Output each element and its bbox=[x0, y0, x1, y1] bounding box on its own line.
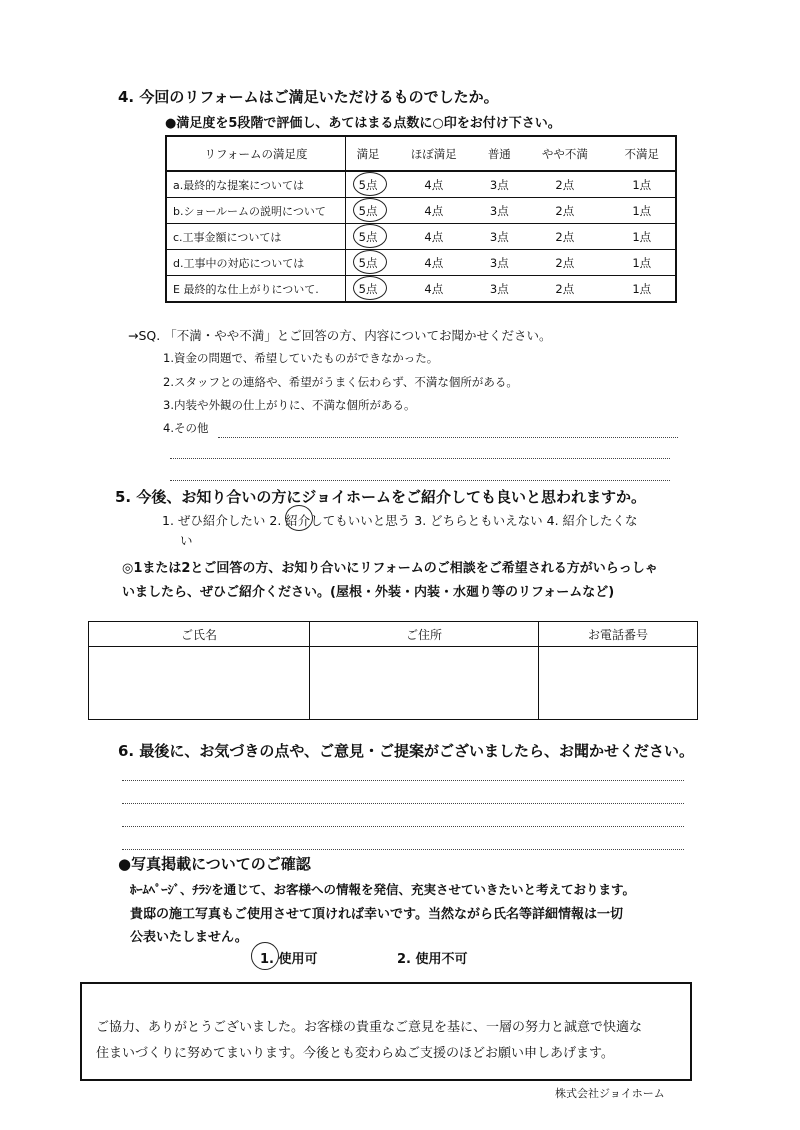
col-header-2: やや不満 bbox=[521, 136, 608, 171]
sq-other-line[interactable] bbox=[170, 480, 670, 481]
table-row bbox=[166, 224, 676, 250]
referral-table bbox=[88, 621, 698, 720]
photo-line-3: 公表いたしません。 bbox=[130, 930, 248, 945]
q4-instruction: ●満足度を5段階で評価し、あてはまる点数に○印をお付け下さい。 bbox=[165, 116, 561, 131]
col-header-phone: お電話番号 bbox=[539, 622, 698, 647]
row-label: c.工事金額については bbox=[166, 224, 346, 250]
score-cell[interactable]: 3点 bbox=[477, 171, 521, 198]
score-cell[interactable]: 3点 bbox=[477, 224, 521, 250]
photo-line-1: ﾎｰﾑﾍﾟｰｼﾞ、ﾁﾗｼを通じて、お客様への情報を発信、充実させていきたいと考えております。 bbox=[130, 882, 636, 897]
q6-answer-line[interactable] bbox=[122, 803, 684, 804]
q5-title: 5. 今後、お知り合いの方にジョイホームをご紹介しても良いと思われますか。 bbox=[115, 488, 647, 506]
selected-score[interactable]: 5点 bbox=[358, 177, 378, 192]
score-cell[interactable]: 3点 bbox=[477, 250, 521, 276]
score-cell[interactable]: 4点 bbox=[390, 276, 477, 303]
q5-options[interactable]: 1. ぜひ紹介したい 2. 紹介してもいいと思う 3. どちらともいえない 4. 紹介したくな bbox=[162, 513, 638, 528]
score-cell[interactable]: 2点 bbox=[521, 276, 608, 303]
row-label: b.ショールームの説明について bbox=[166, 198, 346, 224]
score-cell[interactable]: 3点 bbox=[477, 198, 521, 224]
photo-option-allow[interactable]: 1. 使用可 bbox=[260, 952, 318, 967]
q5-note-1: ◎1または2とご回答の方、お知り合いにリフォームのご相談をご希望される方がいらっしゃ bbox=[122, 561, 658, 576]
closing-line-1: ご協力、ありがとうございました。お客様の貴重なご意見を基に、一層の努力と誠意で快適な bbox=[96, 1020, 643, 1035]
col-header-3: 普通 bbox=[477, 136, 521, 171]
table-row bbox=[166, 250, 676, 276]
closing-box bbox=[80, 982, 692, 1081]
satisfaction-table bbox=[165, 135, 677, 303]
col-header-item: リフォームの満足度 bbox=[166, 136, 346, 171]
score-cell[interactable]: 4点 bbox=[390, 224, 477, 250]
selected-option-ring bbox=[251, 942, 279, 970]
phone-field[interactable] bbox=[539, 647, 698, 720]
col-header-5: 満足 bbox=[346, 136, 391, 171]
selected-score[interactable]: 5点 bbox=[358, 255, 378, 270]
score-cell[interactable]: 1点 bbox=[609, 224, 676, 250]
score-cell[interactable]: 2点 bbox=[521, 250, 608, 276]
q4-title: 4. 今回のリフォームはご満足いただけるものでしたか。 bbox=[118, 88, 499, 106]
photo-line-2: 貴邸の施工写真もご使用させて頂ければ幸いです。当然ながら氏名等詳細情報は一切 bbox=[130, 907, 623, 922]
col-header-name: ご氏名 bbox=[89, 622, 310, 647]
score-cell[interactable]: 4点 bbox=[390, 198, 477, 224]
row-label: d.工事中の対応については bbox=[166, 250, 346, 276]
sq-other-line[interactable] bbox=[170, 458, 670, 459]
score-5-cell[interactable] bbox=[346, 224, 391, 250]
photo-title: ●写真掲載についてのご確認 bbox=[118, 855, 311, 873]
q6-answer-line[interactable] bbox=[122, 780, 684, 781]
sq-option-1[interactable]: 1.資金の問題で、希望していたものができなかった。 bbox=[163, 351, 439, 365]
sq-other-line[interactable] bbox=[218, 437, 678, 438]
score-cell[interactable]: 1点 bbox=[609, 250, 676, 276]
score-cell[interactable]: 4点 bbox=[390, 250, 477, 276]
sq-option-2[interactable]: 2.スタッフとの連絡や、希望がうまく伝わらず、不満な個所がある。 bbox=[163, 375, 518, 389]
col-header-address: ご住所 bbox=[310, 622, 539, 647]
q6-answer-line[interactable] bbox=[122, 826, 684, 827]
score-cell[interactable]: 4点 bbox=[390, 171, 477, 198]
selected-score[interactable]: 5点 bbox=[358, 229, 378, 244]
score-5-cell[interactable] bbox=[346, 276, 391, 303]
sq-title: →SQ. 「不満・やや不満」とご回答の方、内容についてお聞かせください。 bbox=[128, 328, 552, 343]
photo-option-deny[interactable]: 2. 使用不可 bbox=[397, 952, 468, 967]
col-header-4: ほぼ満足 bbox=[390, 136, 477, 171]
score-cell[interactable]: 1点 bbox=[609, 198, 676, 224]
address-field[interactable] bbox=[310, 647, 539, 720]
row-label: E 最終的な仕上がりについて. bbox=[166, 276, 346, 303]
selected-option-ring bbox=[285, 505, 313, 531]
score-5-cell[interactable] bbox=[346, 250, 391, 276]
score-5-cell[interactable] bbox=[346, 198, 391, 224]
score-cell[interactable]: 1点 bbox=[609, 171, 676, 198]
sq-option-3[interactable]: 3.内装や外観の仕上がりに、不満な個所がある。 bbox=[163, 398, 416, 412]
score-5-cell[interactable] bbox=[346, 171, 391, 198]
table-row bbox=[166, 198, 676, 224]
selected-score[interactable]: 5点 bbox=[358, 281, 378, 296]
score-cell[interactable]: 1点 bbox=[609, 276, 676, 303]
q6-answer-line[interactable] bbox=[122, 849, 684, 850]
sq-option-4[interactable]: 4.その他 bbox=[163, 421, 209, 435]
score-cell[interactable]: 2点 bbox=[521, 198, 608, 224]
q5-options-wrap: い bbox=[180, 533, 193, 548]
col-header-1: 不満足 bbox=[609, 136, 676, 171]
company-name: 株式会社ジョイホーム bbox=[555, 1087, 665, 1100]
row-label: a.最終的な提案については bbox=[166, 171, 346, 198]
q5-note-2: いましたら、ぜひご紹介ください。(屋根・外装・内装・水廻り等のリフォームなど) bbox=[122, 585, 615, 600]
name-field[interactable] bbox=[89, 647, 310, 720]
closing-line-2: 住まいづくりに努めてまいります。今後とも変わらぬご支援のほどお願い申しあげます。 bbox=[96, 1046, 614, 1061]
score-cell[interactable]: 2点 bbox=[521, 171, 608, 198]
table-row bbox=[166, 276, 676, 303]
q6-title: 6. 最後に、お気づきの点や、ご意見・ご提案がございましたら、お聞かせください。 bbox=[118, 742, 695, 760]
table-row bbox=[166, 171, 676, 198]
selected-score[interactable]: 5点 bbox=[358, 203, 378, 218]
score-cell[interactable]: 2点 bbox=[521, 224, 608, 250]
score-cell[interactable]: 3点 bbox=[477, 276, 521, 303]
